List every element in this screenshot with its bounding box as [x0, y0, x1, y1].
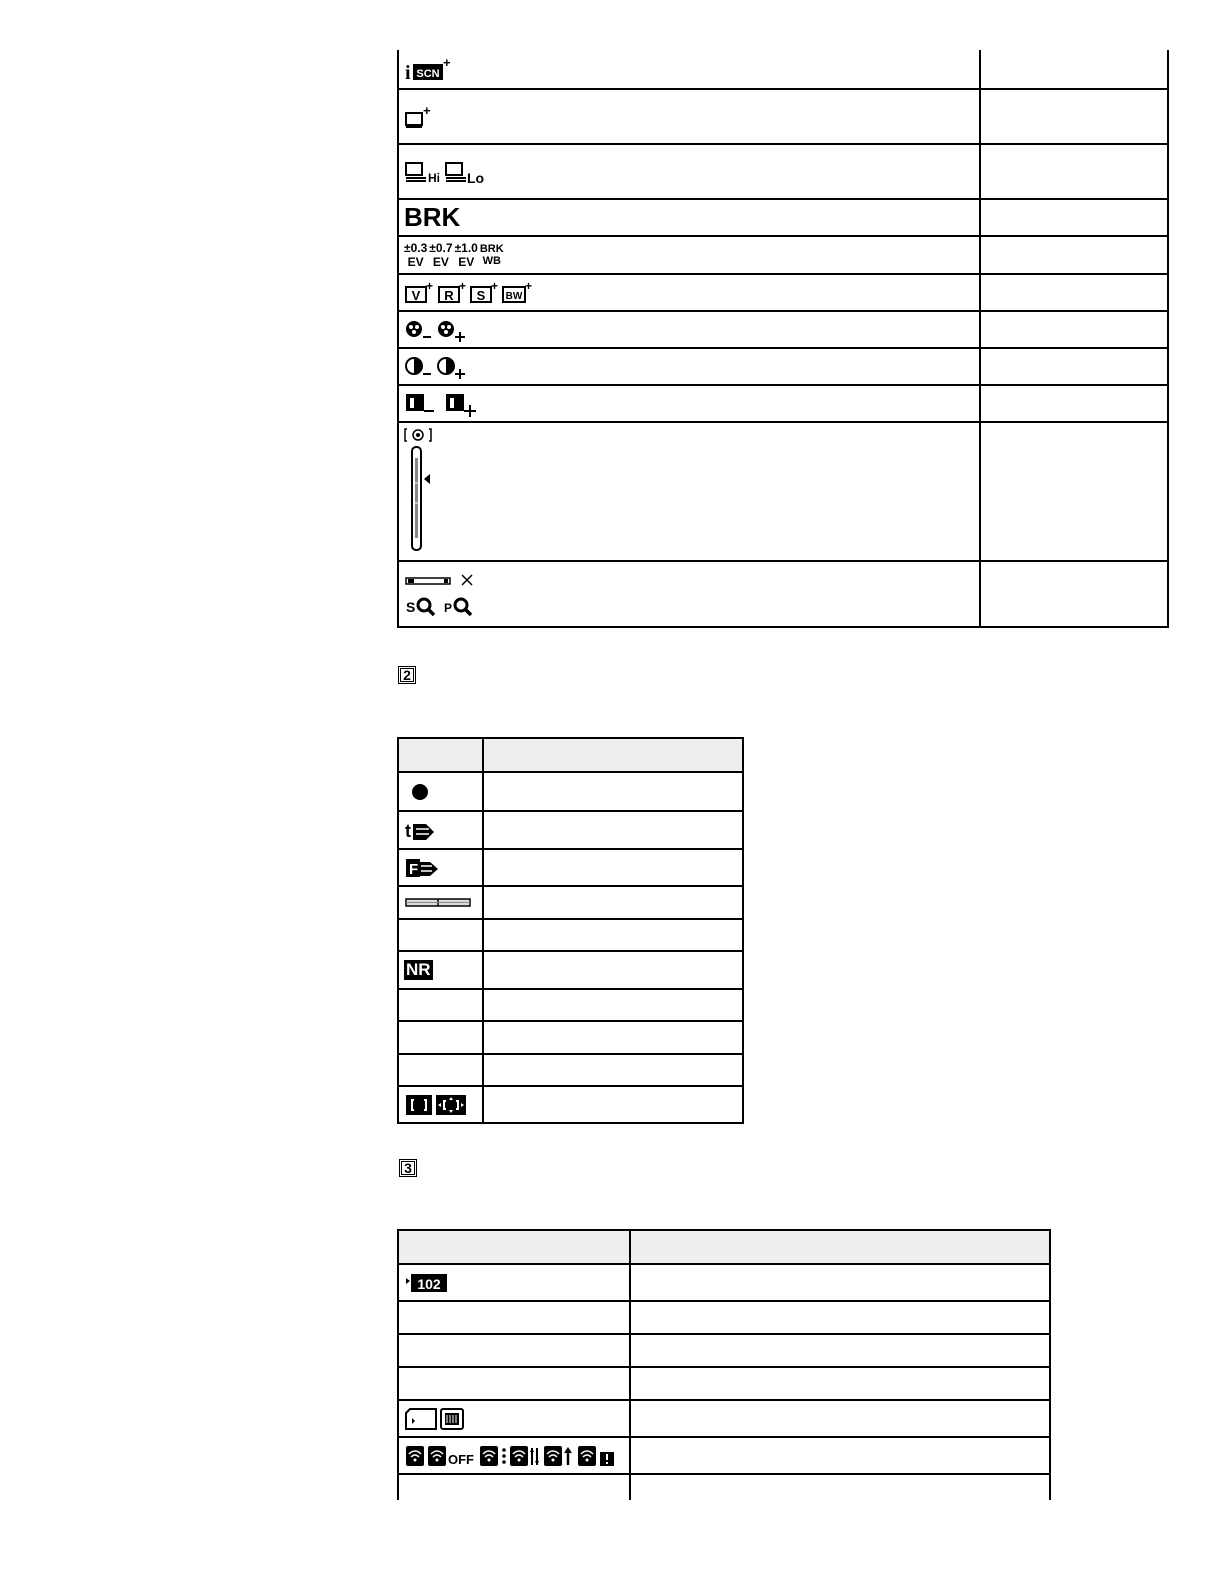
table-row — [398, 199, 1168, 236]
effect-letter: V — [411, 287, 421, 303]
table-cell — [398, 1086, 483, 1123]
table-cell — [398, 199, 980, 236]
table-cell — [398, 236, 980, 274]
table-cell — [483, 811, 743, 849]
table-cell — [398, 1021, 483, 1054]
table-cell — [980, 274, 1168, 311]
sharpness-minus-plus-icon — [404, 391, 484, 417]
step-value: ±0.3 — [404, 241, 428, 255]
table-row — [398, 311, 1168, 348]
step-value: ±1.0 — [454, 241, 478, 255]
table-cell — [483, 849, 743, 886]
table-cell — [398, 89, 980, 144]
table-cell — [398, 561, 980, 627]
step-unit: EV — [407, 255, 424, 269]
table-cell — [483, 772, 743, 811]
table-row — [398, 811, 743, 849]
table-cell — [398, 772, 483, 811]
aperture-f-icon — [404, 856, 442, 880]
table-cell — [483, 1054, 743, 1086]
table-cell — [630, 1264, 1050, 1301]
zoom-p-text: P — [444, 601, 453, 615]
svg-text:+: + — [443, 56, 451, 70]
table-row — [398, 561, 1168, 627]
section1-table — [397, 50, 1169, 628]
table-row — [398, 1021, 743, 1054]
table-cell — [398, 919, 483, 951]
section-number-3: 3 — [399, 1159, 417, 1177]
table-cell — [398, 1367, 630, 1400]
table-cell — [980, 385, 1168, 422]
svg-text:i: i — [405, 62, 411, 82]
folder-number-text: 102 — [417, 1275, 441, 1292]
table-cell — [980, 50, 1168, 89]
table-cell — [398, 1264, 630, 1301]
table-cell — [398, 50, 980, 89]
table-cell — [630, 1400, 1050, 1437]
table-cell — [398, 1054, 483, 1086]
table-cell — [398, 348, 980, 385]
section2-table — [397, 737, 744, 1124]
table-row — [398, 89, 1168, 144]
zoom-s-text: S — [406, 599, 416, 615]
svg-text:+: + — [491, 279, 499, 293]
table-row — [398, 1437, 1050, 1474]
table-row — [398, 348, 1168, 385]
table-cell — [398, 311, 980, 348]
table-header-row — [398, 738, 743, 772]
table-header-cell — [398, 738, 483, 772]
picture-effect-plus-icon — [404, 280, 540, 306]
table-cell — [630, 1334, 1050, 1367]
intelligent-scene-plus-icon — [404, 56, 452, 82]
table-row — [398, 274, 1168, 311]
step-group — [429, 241, 452, 269]
table-cell — [398, 422, 980, 561]
continuous-hi-lo-icon — [404, 159, 490, 185]
exposure-bracket-steps-icon — [404, 241, 979, 269]
hi-text: Hi — [428, 170, 440, 185]
table-row — [398, 1367, 1050, 1400]
folder-number-icon — [404, 1271, 450, 1295]
table-cell — [398, 1334, 630, 1367]
table-cell — [483, 919, 743, 951]
nr-text: NR — [406, 960, 431, 979]
table-cell — [630, 1367, 1050, 1400]
table-header-cell — [630, 1230, 1050, 1264]
table-row — [398, 1334, 1050, 1367]
face-level-meter-icon — [404, 428, 438, 552]
svg-text:+: + — [426, 279, 434, 293]
table-cell — [980, 236, 1168, 274]
table-cell — [630, 1474, 1050, 1500]
table-header-cell — [398, 1230, 630, 1264]
wifi-off-text: OFF — [448, 1451, 474, 1467]
wb-bracket-group — [480, 243, 504, 267]
noise-reduction-icon — [404, 960, 433, 980]
step-group — [455, 241, 478, 269]
table-cell — [980, 311, 1168, 348]
table-cell — [398, 1437, 630, 1474]
continuous-plus-icon — [404, 104, 434, 130]
table-cell — [980, 348, 1168, 385]
section-number-2: 2 — [398, 666, 416, 684]
scn-text: SCN — [416, 68, 440, 80]
wb-top: BRK — [479, 243, 504, 255]
table-row — [398, 422, 1168, 561]
table-row — [398, 989, 743, 1021]
svg-text:F: F — [409, 860, 419, 878]
table-cell — [398, 1400, 630, 1437]
table-row — [398, 886, 743, 919]
step-group — [404, 241, 427, 269]
exposure-bar-icon — [404, 896, 474, 910]
table-cell — [980, 422, 1168, 561]
table-cell — [483, 951, 743, 989]
svg-text:+: + — [525, 279, 533, 293]
shutter-tv-icon — [404, 818, 438, 842]
table-cell — [398, 1474, 630, 1500]
table-cell — [398, 144, 980, 199]
svg-text:+: + — [459, 279, 467, 293]
saturation-minus-plus-icon — [404, 317, 472, 343]
table-cell — [980, 561, 1168, 627]
table-cell — [980, 199, 1168, 236]
table-row — [398, 849, 743, 886]
effect-letter: BW — [505, 290, 523, 302]
memory-card-internal-icon — [404, 1406, 470, 1432]
bracket-icon: BRK — [404, 202, 461, 232]
table-cell — [980, 89, 1168, 144]
lo-text: Lo — [467, 169, 485, 185]
table-row — [398, 1400, 1050, 1437]
table-row — [398, 1474, 1050, 1500]
table-cell — [483, 1086, 743, 1123]
table-header-row — [398, 1230, 1050, 1264]
table-row — [398, 385, 1168, 422]
table-row — [398, 1301, 1050, 1334]
table-row — [398, 50, 1168, 89]
table-cell — [398, 811, 483, 849]
af-area-icon — [404, 1093, 470, 1117]
table-row — [398, 236, 1168, 274]
step-value: ±0.7 — [429, 241, 453, 255]
table-cell — [398, 1301, 630, 1334]
zoom-scale-icon — [404, 570, 484, 618]
table-cell — [630, 1301, 1050, 1334]
table-row — [398, 1086, 743, 1123]
table-row — [398, 919, 743, 951]
contrast-minus-plus-icon — [404, 354, 472, 380]
svg-text:t: t — [405, 821, 411, 841]
wb-bottom: WB — [482, 255, 501, 267]
effect-letter: R — [444, 287, 454, 303]
table-cell — [398, 989, 483, 1021]
table-cell — [398, 849, 483, 886]
effect-letter: S — [476, 287, 486, 303]
wifi-status-icon — [404, 1443, 626, 1469]
table-cell — [483, 989, 743, 1021]
table-cell — [398, 951, 483, 989]
svg-text:+: + — [423, 103, 431, 118]
step-unit: EV — [432, 255, 449, 269]
table-row — [398, 951, 743, 989]
table-cell — [398, 274, 980, 311]
section3-table — [397, 1229, 1051, 1500]
table-row — [398, 1264, 1050, 1301]
table-cell — [980, 144, 1168, 199]
step-unit: EV — [458, 255, 475, 269]
table-row — [398, 144, 1168, 199]
table-cell — [398, 886, 483, 919]
table-cell — [398, 385, 980, 422]
table-row — [398, 772, 743, 811]
table-cell — [483, 886, 743, 919]
table-row — [398, 1054, 743, 1086]
table-header-cell — [483, 738, 743, 772]
table-cell — [483, 1021, 743, 1054]
focus-dot-icon — [404, 780, 434, 804]
table-cell — [630, 1437, 1050, 1474]
